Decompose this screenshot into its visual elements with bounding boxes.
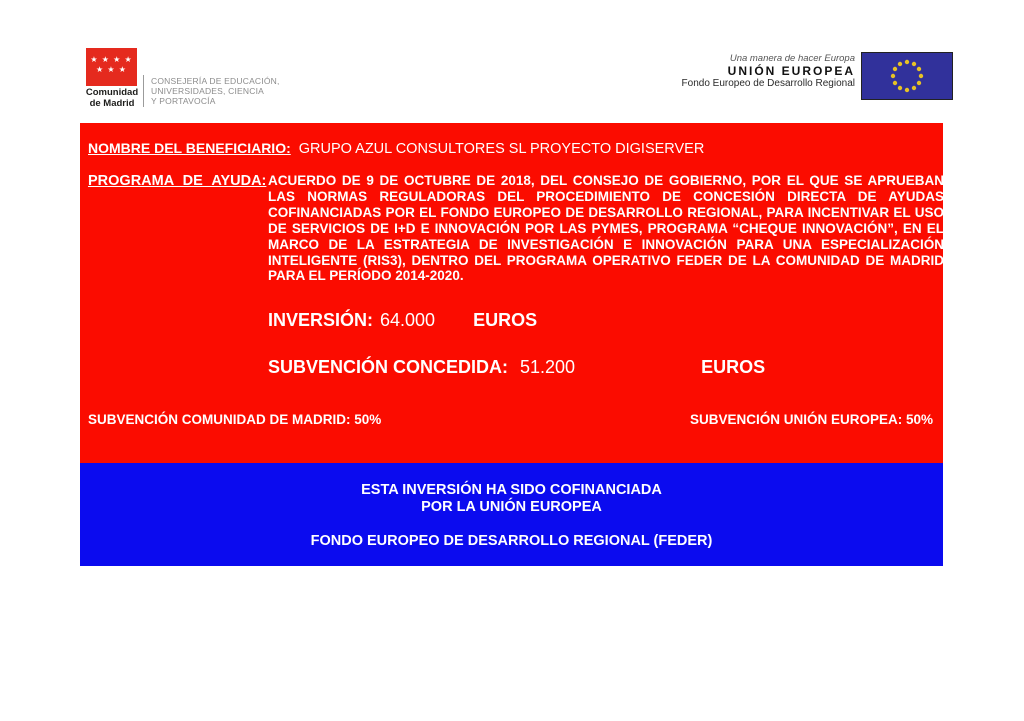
grant-label: SUBVENCIÓN CONCEDIDA:: [268, 357, 509, 377]
grant-currency: EUROS: [701, 357, 766, 377]
investment-value: 64.000: [380, 310, 436, 330]
eu-title: UNIÓN EUROPEA: [727, 64, 855, 78]
department-name: [151, 77, 280, 106]
investment-currency: EUROS: [473, 310, 538, 330]
header-divider: [143, 75, 144, 107]
eu-tagline: Una manera de hacer Europa: [729, 53, 855, 64]
madrid-share: SUBVENCIÓN COMUNIDAD DE MADRID: 50%: [88, 412, 382, 427]
department-line: CONSEJERÍA DE EDUCACIÓN,: [151, 76, 280, 86]
department-line: UNIVERSIDADES, CIENCIA: [151, 85, 265, 96]
grant-info-panel: [80, 123, 943, 463]
investment-label: INVERSIÓN:: [268, 310, 374, 330]
feder-line: FONDO EUROPEO DE DESARROLLO REGIONAL (FEDER): [310, 533, 713, 549]
eu-share: SUBVENCIÓN UNIÓN EUROPEA: 50%: [689, 412, 933, 427]
beneficiary-value: GRUPO AZUL CONSULTORES SL PROYECTO DIGISERVER: [298, 141, 705, 157]
program-description: ACUERDO DE 9 DE OCTUBRE DE 2018, DEL CONSEJO DE GOBIERNO, POR EL QUE SE APRUEBAN LAS NORMAS REGULADORAS DEL PROCEDIMIENTO DE CONCESIÓN DIRECTA DE AYUDAS COFINANCIADAS POR EL FONDO EUROPEO DE DESARROLLO REGIONAL, PARA INCENTIVAR EL USO DE SERVICIOS DE I+D E INNOVACIÓN POR LAS PYMES, PROGRAMA “CHEQUE INNOVACIÓN”, EN EL MARCO DE LA ESTRATEGIA DE INVESTIGACIÓN E INNOVACIÓN PARA UNA ESPECIALIZACIÓN INTELIGENTE (RIS3), DENTRO DEL PROGRAMA OPERATIVO FEDER DE LA COMUNIDAD DE MADRID PARA EL PERÍODO 2014-2020.: [268, 173, 944, 284]
eu-flag-icon: [861, 52, 953, 100]
cofinancing-line: ESTA INVERSIÓN HA SIDO COFINANCIADA: [361, 482, 662, 498]
department-line: Y PORTAVOCÍA: [151, 95, 216, 106]
beneficiary-label: NOMBRE DEL BENEFICIARIO:: [88, 140, 291, 156]
org-name-line: de Madrid: [89, 97, 135, 109]
madrid-stars-icon: ★ ★ ★: [96, 65, 127, 74]
investment-row: [268, 310, 537, 331]
program-label: PROGRAMA DE AYUDA:: [88, 173, 267, 189]
cofinancing-line: POR LA UNIÓN EUROPEA: [421, 499, 602, 515]
org-name-line: Comunidad: [85, 87, 139, 98]
eu-header-text: [580, 53, 855, 90]
comunidad-madrid-flag-icon: [86, 48, 137, 86]
madrid-logo-wordmark: [79, 88, 145, 109]
beneficiary-row: [88, 140, 704, 157]
grant-row: [268, 357, 765, 378]
eu-subtitle: Fondo Europeo de Desarrollo Regional: [681, 78, 855, 89]
shares-row: [88, 412, 933, 427]
grant-value: 51.200: [520, 357, 576, 377]
madrid-stars-icon: ★ ★ ★ ★: [90, 55, 133, 64]
eu-cofinancing-panel: [80, 463, 943, 566]
